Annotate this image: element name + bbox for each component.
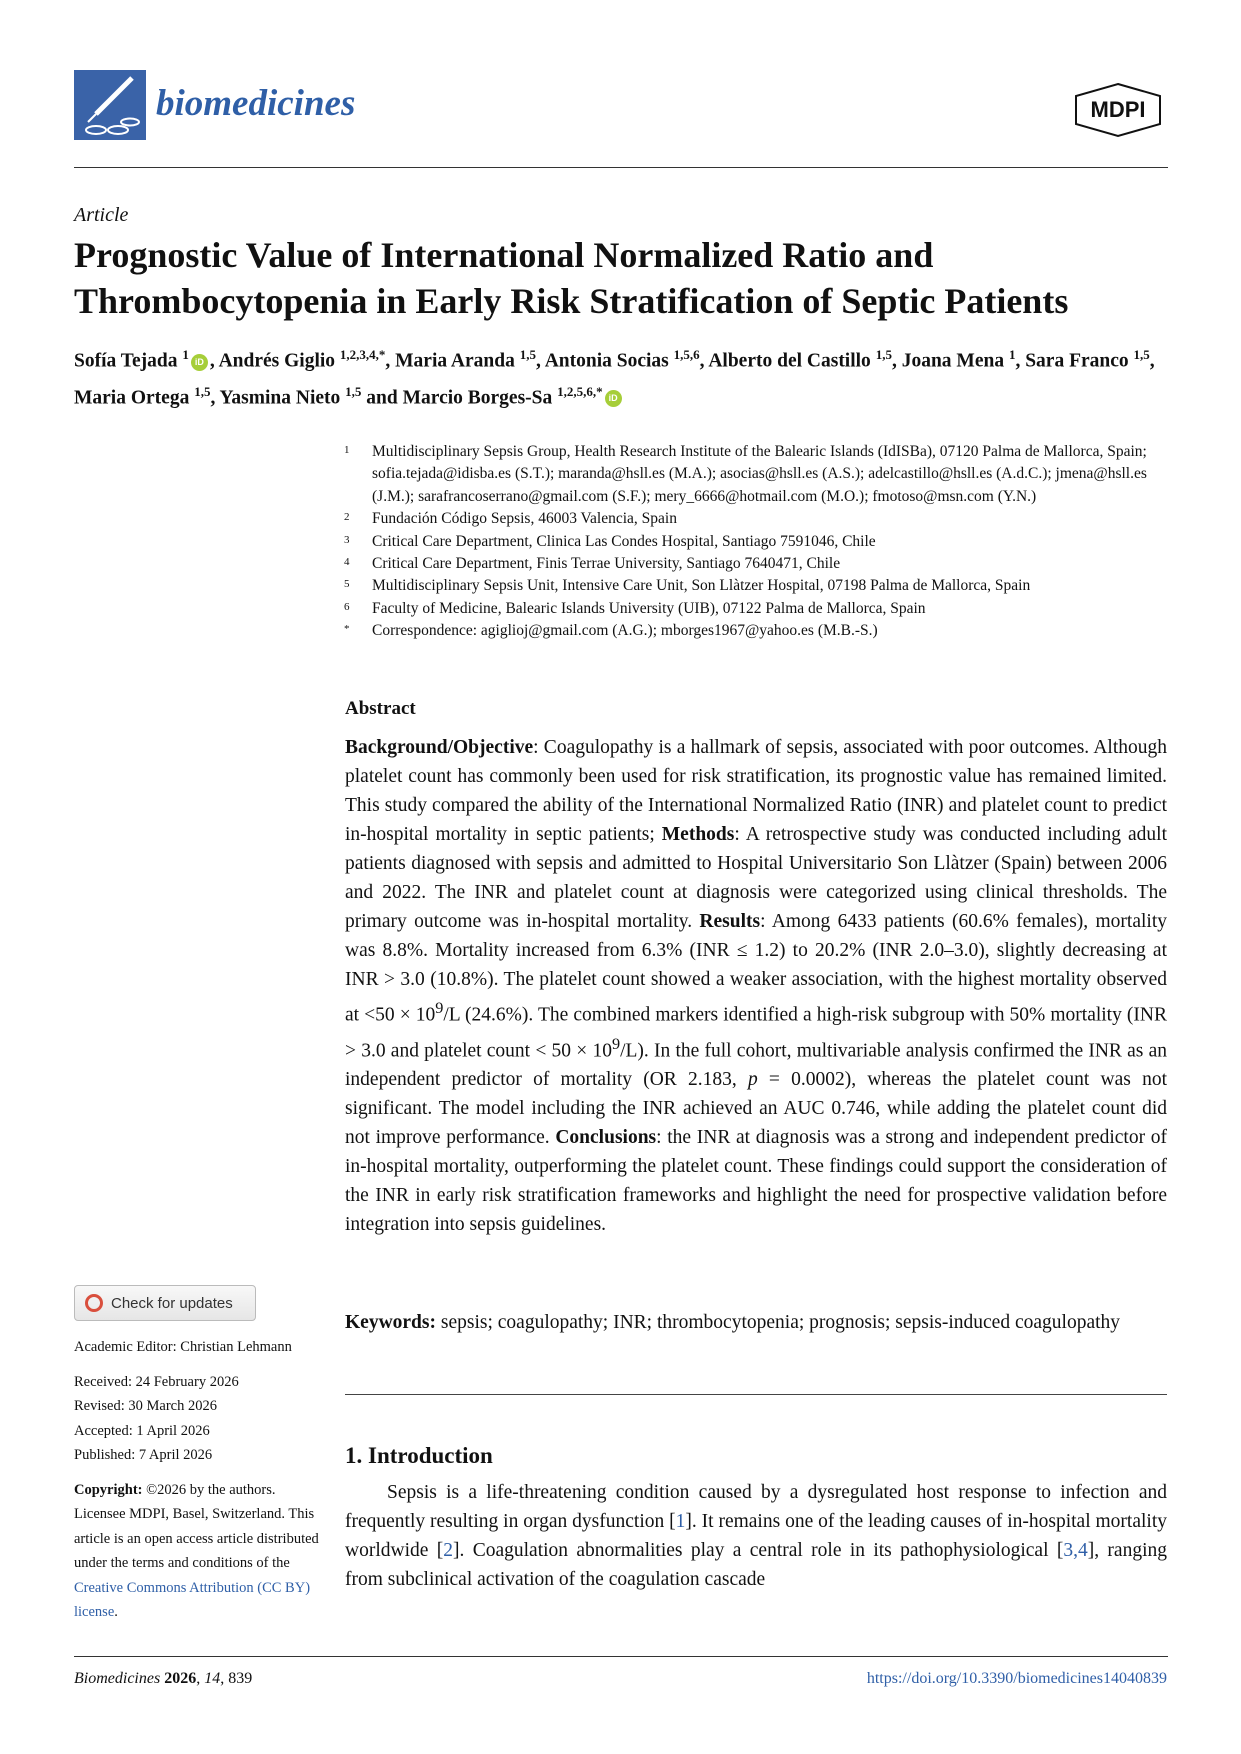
journal-logo bbox=[74, 70, 146, 140]
results-text: /L). In the full cohort, multivariable analysis confirmed the INR as an independent predictor of mortality (OR 2.183, bbox=[345, 1040, 1167, 1090]
results-text: /L (24.6%). The combined markers identified a high-risk subgroup with 50% mortality (INR > 3.0 and platelet count < 50 × 10 bbox=[345, 1004, 1167, 1061]
author[interactable]: Marcio Borges-Sa bbox=[402, 387, 553, 408]
superscript-9: 9 bbox=[611, 1034, 621, 1053]
journal-name[interactable]: biomedicines bbox=[156, 83, 356, 124]
mdpi-logo-icon bbox=[1070, 82, 1166, 138]
affiliation-text: Multidisciplinary Sepsis Unit, Intensive Care Unit, Son Llàtzer Hospital, 07198 Palma de Mallorca, Spain bbox=[372, 577, 1031, 595]
affiliation-text: Faculty of Medicine, Balearic Islands University (UIB), 07122 Palma de Mallorca, Spain bbox=[372, 599, 926, 617]
author-affiliation-marker: 1,5 bbox=[519, 347, 536, 362]
author-affiliation-marker: 1,5 bbox=[1133, 347, 1150, 362]
intro-text: ]. It remains one of the leading causes of in-hospital mortality worldwide [ bbox=[345, 1511, 1168, 1561]
orcid-icon[interactable]: iD bbox=[191, 354, 208, 371]
author[interactable]: Maria Ortega bbox=[74, 387, 190, 408]
affiliations bbox=[344, 441, 1174, 643]
check-for-updates-button[interactable] bbox=[74, 1285, 256, 1321]
check-updates-label: Check for updates bbox=[111, 1294, 233, 1312]
affiliation-number: 3 bbox=[344, 533, 350, 546]
revised-date: Revised: 30 March 2026 bbox=[74, 1398, 217, 1414]
affiliation-text: Critical Care Department, Clinica Las Condes Hospital, Santiago 7591046, Chile bbox=[372, 532, 876, 550]
citation-footer: Biomedicines 2026, 14, 839 bbox=[74, 1670, 253, 1687]
received-date: Received: 24 February 2026 bbox=[74, 1373, 239, 1390]
abstract-divider bbox=[345, 1394, 1167, 1395]
copyright-notice bbox=[74, 1478, 324, 1625]
publisher-name: MDPI bbox=[1090, 97, 1146, 122]
author[interactable]: Maria Aranda bbox=[395, 350, 515, 372]
author[interactable]: Sara Franco bbox=[1025, 350, 1129, 372]
citation-separator: , bbox=[1073, 1540, 1078, 1561]
author[interactable]: Antonia Socias bbox=[544, 350, 669, 372]
academic-editor: Academic Editor: Christian Lehmann bbox=[74, 1339, 292, 1355]
footer-volume: 14 bbox=[204, 1670, 221, 1687]
affiliation-text: Fundación Código Sepsis, 46003 Valencia, Spain bbox=[372, 510, 677, 528]
header-divider bbox=[74, 167, 1168, 168]
author-affiliation-marker: 1,5 bbox=[875, 347, 892, 362]
affiliation-item bbox=[344, 508, 1174, 530]
footer-article: 839 bbox=[228, 1670, 253, 1687]
author-list: Sofía Tejada $^1$ iD , Andrés Giglio $^{1,2,3,4,*}$, Maria Aranda $^{1,5}$, Antonia Socias $^{1,5,6}$, Alberto del Castillo $^{1,5}$, Joana Mena $^1$, Sara Franco $^{1,5}$, Maria Ortega $^{1,5}$, Yasmina Nieto $^{1,5}$ and Marcio Borges-Sa $^{1,2,5,6,*}$ iD bbox=[74, 347, 1155, 408]
copyright-end: . bbox=[114, 1604, 118, 1620]
article-info-sidebar bbox=[74, 1335, 324, 1625]
author-affiliation-marker: 1,5 bbox=[194, 383, 211, 399]
accepted-date: Accepted: 1 April 2026 bbox=[74, 1422, 210, 1439]
affiliation-item bbox=[344, 575, 1174, 597]
footer-year: 2026 bbox=[164, 1670, 197, 1687]
article-title: Prognostic Value of International Normalized Ratio and Thrombocytopenia in Early Risk Stratification of Septic Patients bbox=[74, 235, 1069, 321]
published-date: Published: 7 April 2026 bbox=[74, 1447, 213, 1463]
results-label: Results bbox=[699, 911, 761, 932]
affiliation-number: 5 bbox=[344, 578, 350, 591]
affiliation-number: 2 bbox=[344, 511, 350, 524]
affiliation-text: Critical Care Department, Finis Terrae University, Santiago 7640471, Chile bbox=[372, 555, 841, 573]
affiliation-number: * bbox=[344, 623, 350, 636]
author[interactable]: Joana Mena bbox=[901, 350, 1005, 372]
affiliation-text: Correspondence: agiglioj@gmail.com (A.G.); mborges1967@yahoo.es (M.B.-S.) bbox=[372, 622, 878, 640]
footer-divider bbox=[74, 1656, 1168, 1657]
background-label: Background/Objective bbox=[345, 737, 534, 758]
methods-text: : A retrospective study was conducted including adult patients diagnosed with sepsis and admitted to Hospital Universitario Son Llàtzer (Spain) between 2006 and 2022. The INR and platelet count at diagnosis were categorized using clinical thresholds. The primary outcome was in-hospital mortality. bbox=[345, 824, 1167, 932]
introduction-heading: 1. Introduction bbox=[345, 1443, 493, 1468]
methods-label: Methods bbox=[661, 824, 735, 845]
affiliation-number: 4 bbox=[344, 556, 350, 569]
results-text: = 0.0002), whereas the platelet count was not significant. The model including the INR achieved an AUC 0.746, while adding the platelet count did not improve performance. bbox=[345, 1069, 1167, 1148]
affiliation-number: 6 bbox=[344, 600, 350, 613]
author[interactable]: Yasmina Nieto bbox=[219, 387, 341, 408]
keywords bbox=[345, 1308, 1167, 1337]
affiliation-number: 1 bbox=[344, 444, 350, 456]
affiliation-item bbox=[344, 531, 1174, 553]
footer-journal: Biomedicines bbox=[74, 1670, 161, 1687]
author-affiliation-marker: 1,2,3,4,* bbox=[339, 347, 386, 362]
affiliation-text: Multidisciplinary Sepsis Group, Health Research Institute of the Balearic Islands (IdISBa), 07120 Palma de Mallorca, Spain; sofia.tejada@idisba.es (S.T.); maranda@hsll.es (M.A.); asocias@hsll.es (A.S.); adelcastillo@hsll.es (A.d.C.); jmena@hsll.es (J.M.); sarafrancoserrano@gmail.com (S.F.); mery_6666@hotmail.com (M.O.); fmotoso@msn.com (Y.N.) bbox=[372, 443, 1147, 505]
check-updates-icon bbox=[85, 1294, 103, 1312]
copyright-text: ©2026 by the authors. Licensee MDPI, Basel, Switzerland. This article is an open access article distributed under the terms and conditions of the bbox=[74, 1481, 319, 1571]
cc-license-link[interactable]: Creative Commons Attribution (CC BY) license bbox=[74, 1579, 311, 1620]
orcid-icon[interactable]: iD bbox=[605, 390, 622, 407]
abstract-heading: Abstract bbox=[345, 698, 416, 719]
conclusions-label: Conclusions bbox=[555, 1127, 657, 1148]
affiliation-item bbox=[344, 620, 1174, 642]
author[interactable]: Alberto del Castillo bbox=[708, 350, 871, 372]
affiliation-item bbox=[344, 553, 1174, 575]
article-type: Article bbox=[74, 204, 129, 226]
intro-text: ]. Coagulation abnormalities play a central role in its pathophysiological [ bbox=[453, 1540, 1064, 1561]
keywords-text: sepsis; coagulopathy; INR; thrombocytopenia; prognosis; sepsis-induced coagulopathy bbox=[436, 1312, 1121, 1333]
author-affiliation-marker: 1,5,6 bbox=[673, 347, 700, 362]
publisher-logo[interactable] bbox=[1070, 82, 1166, 138]
affiliation-item bbox=[344, 598, 1174, 620]
affiliation-item bbox=[344, 441, 1174, 508]
author-affiliation-marker: 1,2,5,6,* bbox=[557, 383, 603, 399]
citation-link[interactable]: 4 bbox=[1077, 1540, 1088, 1561]
keywords-label: Keywords: bbox=[345, 1312, 436, 1333]
author[interactable]: Andrés Giglio bbox=[218, 350, 336, 372]
background-text: : Coagulopathy is a hallmark of sepsis, associated with poor outcomes. Although platelet count has commonly been used for risk stratification, its prognostic value has remained limited. This study compared the ability of the International Normalized Ratio (INR) and platelet count to predict in-hospital mortality in septic patients; bbox=[345, 737, 1167, 845]
citation-link[interactable]: 3 bbox=[1063, 1540, 1074, 1561]
author-affiliation-marker: 1 bbox=[182, 347, 189, 362]
author-affiliation-marker: 1,5 bbox=[345, 383, 362, 399]
introduction-body bbox=[345, 1478, 1167, 1594]
doi-link[interactable]: https://doi.org/10.3390/biomedicines14040839 bbox=[866, 1670, 1167, 1687]
author[interactable]: Sofía Tejada bbox=[74, 350, 178, 372]
author-affiliation-marker: 1 bbox=[1008, 347, 1016, 362]
citation-link[interactable]: 1 bbox=[675, 1511, 686, 1532]
superscript-9: 9 bbox=[435, 999, 444, 1017]
pipette-icon bbox=[74, 70, 146, 140]
p-value-label: p bbox=[747, 1069, 758, 1090]
results-text: : Among 6433 patients (60.6% females), mortality was 8.8%. Mortality increased from 6.3% (INR ≤ 1.2) to 20.2% (INR 2.0–3.0), slightly decreasing at INR > 3.0 (10.8%). The platelet count showed a weaker association, with the highest mortality observed at <50 × 10 bbox=[345, 911, 1167, 1026]
conclusions-text: : the INR at diagnosis was a strong and independent predictor of in-hospital mortality, outperforming the platelet count. These findings could support the consideration of the INR in early risk stratification frameworks and highlight the need for prospective validation before integration into sepsis guidelines. bbox=[345, 1127, 1167, 1235]
abstract-body bbox=[345, 733, 1167, 1239]
intro-text: Sepsis is a life-threatening condition caused by a dysregulated host response to infection and frequently resulting in organ dysfunction [ bbox=[345, 1482, 1167, 1532]
copyright-label: Copyright: bbox=[74, 1481, 143, 1498]
citation-link[interactable]: 2 bbox=[443, 1540, 453, 1561]
intro-text: ], ranging from subclinical activation of the coagulation cascade bbox=[345, 1540, 1167, 1590]
